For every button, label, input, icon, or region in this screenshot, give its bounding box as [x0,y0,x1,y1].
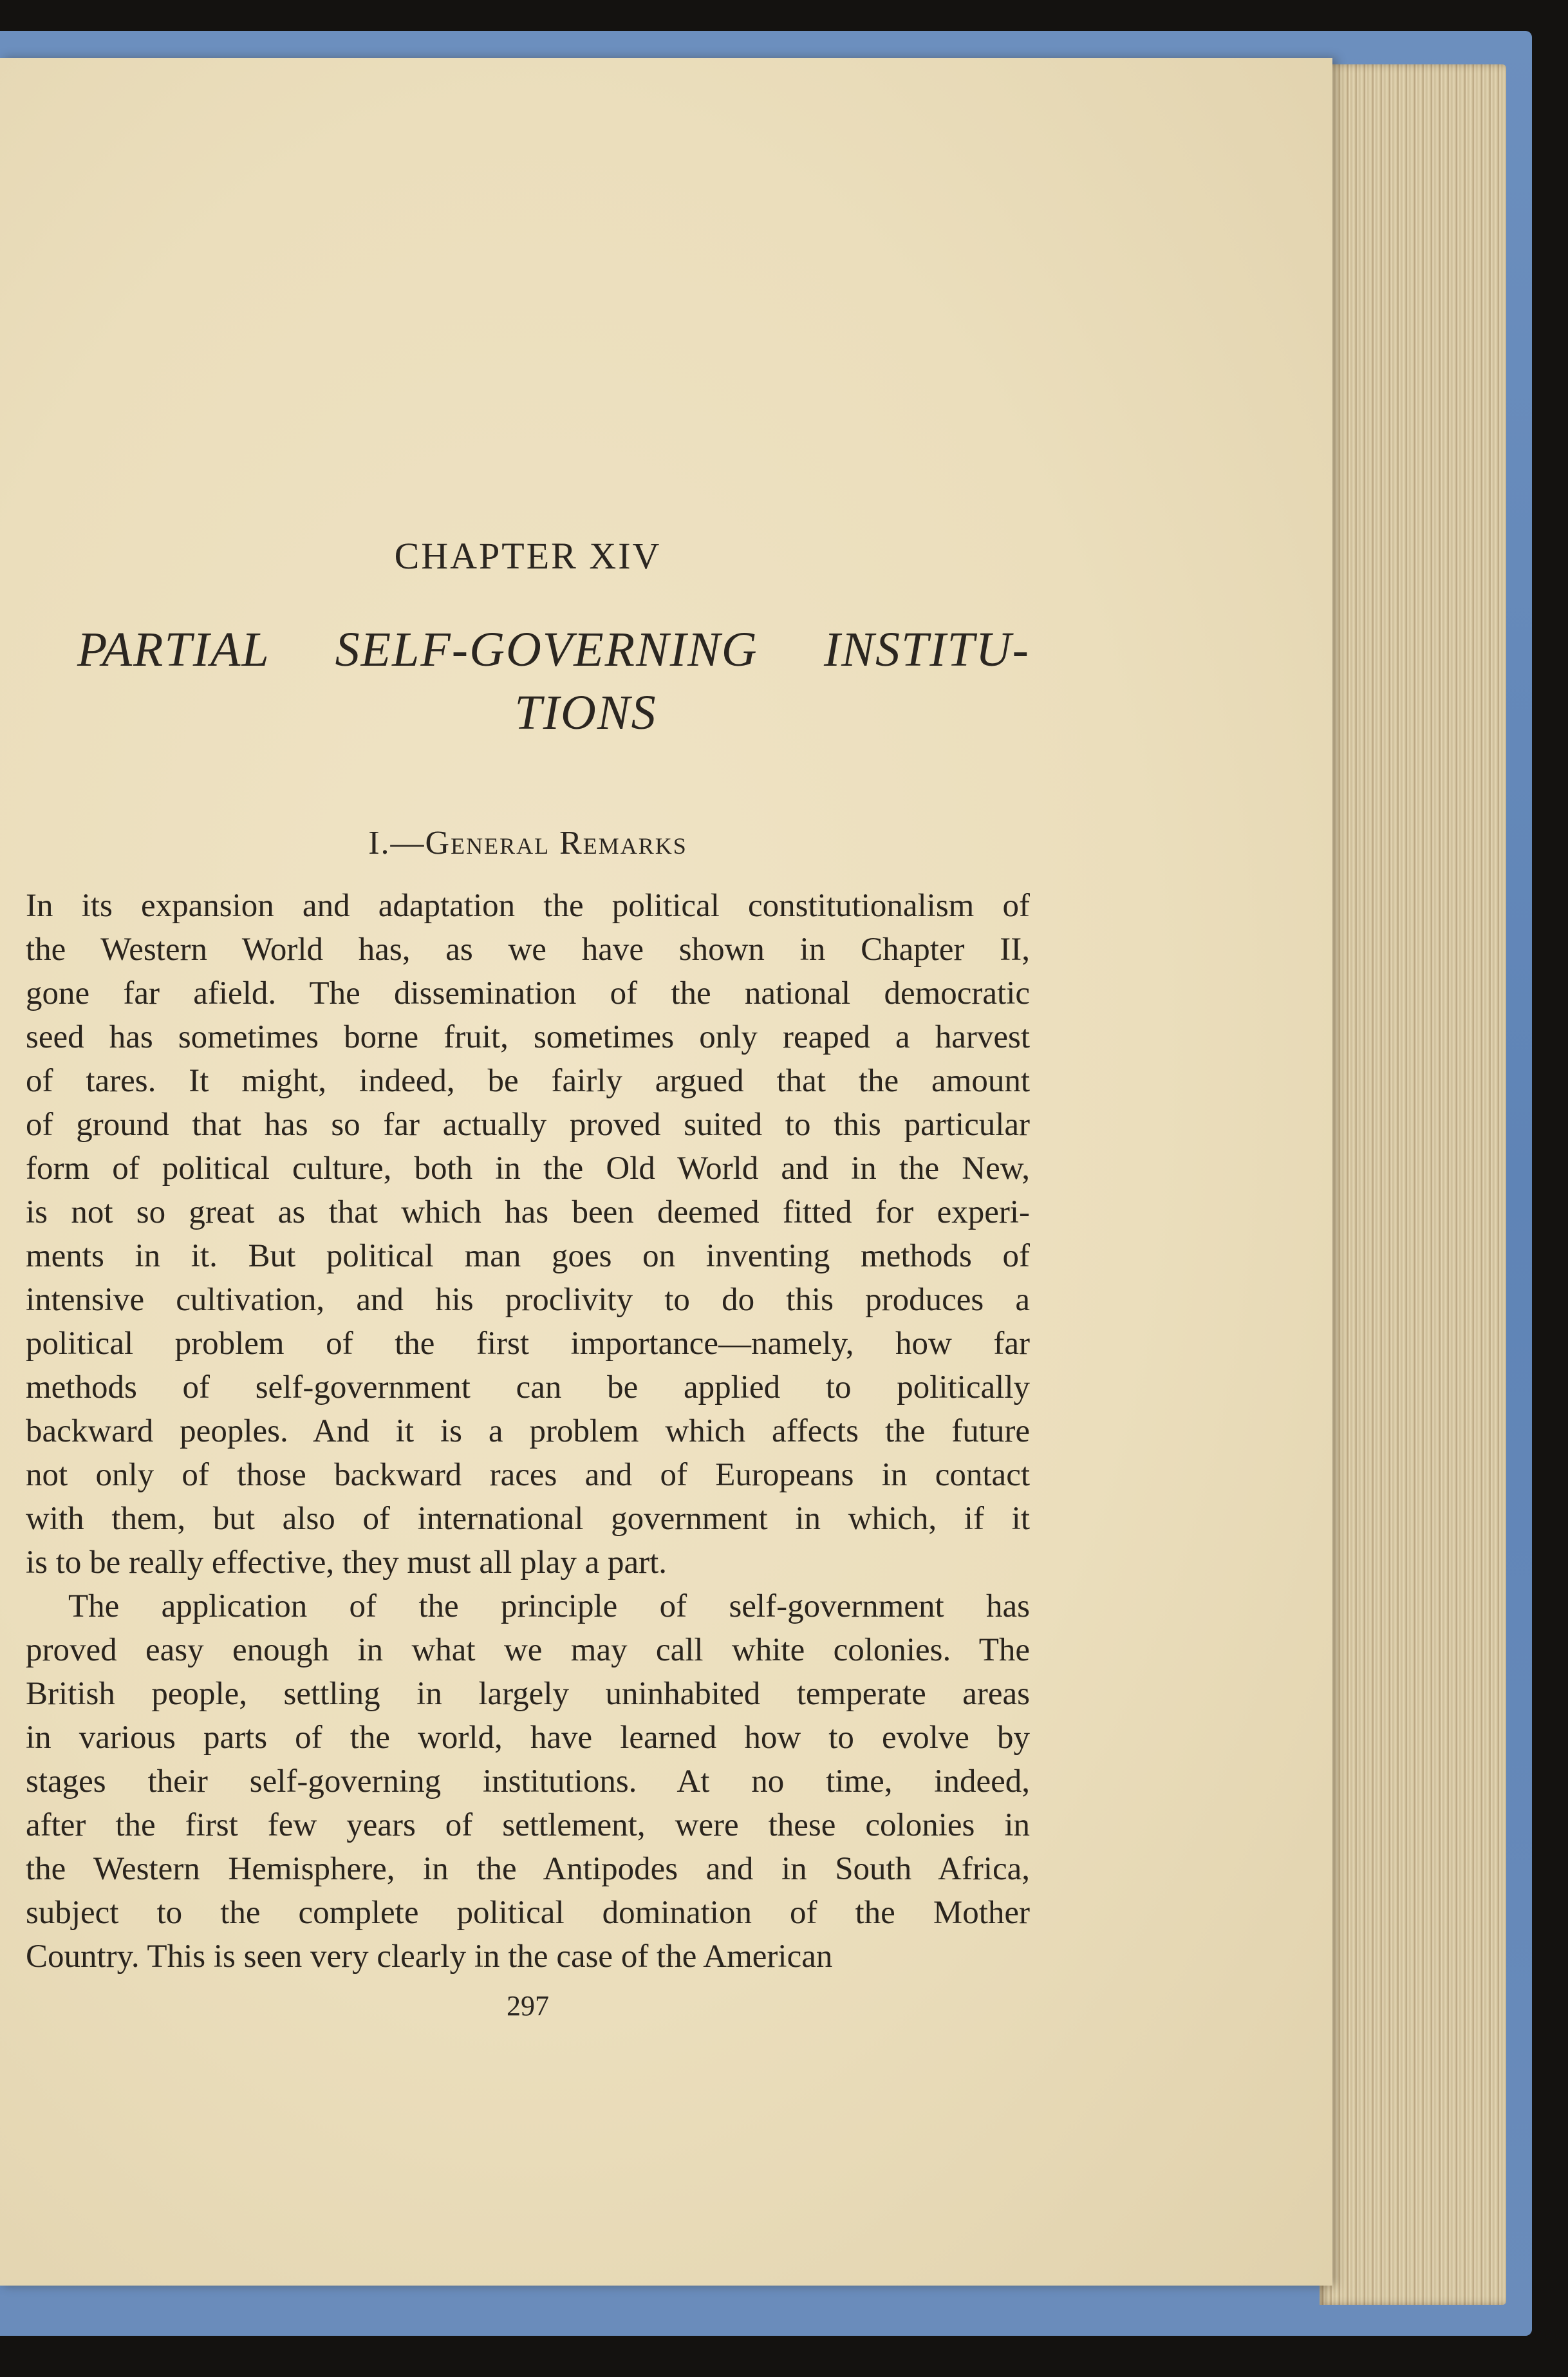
text-line: proved easy enough in what we may call white colonies. The [26,1632,1030,1668]
section-heading: I.—General Remarks [368,825,687,861]
text-line: Country. This is seen very clearly in the case of the American [26,1939,833,1975]
book-page [0,58,1332,2286]
text-line: after the first few years of settlement, were these colonies in [26,1807,1030,1843]
text-line: with them, but also of international government in which, if it [26,1501,1030,1537]
text-line: form of political culture, both in the Old World and in the New, [26,1151,1030,1187]
text-line: ments in it. But political man goes on inventing methods of [26,1238,1030,1274]
text-line: stages their self-governing institutions. At no time, indeed, [26,1763,1030,1799]
text-line: the Western Hemisphere, in the Antipodes and in South Africa, [26,1851,1030,1887]
page-content [26,58,1030,2286]
text-line: of tares. It might, indeed, be fairly argued that the amount [26,1063,1030,1099]
paragraph [26,1584,1030,1978]
text-line: of ground that has so far actually proved suited to this particular [26,1107,1030,1143]
text-line: gone far afield. The dissemination of the national democratic [26,975,1030,1011]
text-line: seed has sometimes borne fruit, sometimes only reaped a harvest [26,1019,1030,1055]
text-line: methods of self-government can be applied to politically [26,1369,1030,1405]
text-line: in various parts of the world, have learned how to evolve by [26,1720,1030,1756]
chapter-title-line-1: PARTIAL SELF-GOVERNING INSTITU- [77,623,1030,677]
chapter-title-line-2: TIONS [514,686,657,740]
body-text [26,884,1030,1978]
chapter-heading: CHAPTER XIV [394,535,662,577]
text-line: political problem of the first importance—namely, how far [26,1326,1030,1362]
chapter-title [77,618,1030,744]
page-edges [1320,64,1506,2305]
text-line: the Western World has, as we have shown in Chapter II, [26,932,1030,968]
text-line: not only of those backward races and of Europeans in contact [26,1457,1030,1493]
page-number: 297 [507,1990,549,2022]
text-line: is not so great as that which has been deemed fitted for experi- [26,1194,1030,1230]
text-line: British people, settling in largely uninhabited temperate areas [26,1676,1030,1712]
text-line: backward peoples. And it is a problem which affects the future [26,1413,1030,1449]
text-line: intensive cultivation, and his proclivity to do this produces a [26,1282,1030,1318]
text-line: is to be really effective, they must all play a part. [26,1545,667,1581]
text-line: The application of the principle of self-government has [68,1588,1030,1624]
text-line: In its expansion and adaptation the political constitutionalism of [26,888,1030,924]
text-line: subject to the complete political domination of the Mother [26,1895,1030,1931]
paragraph [26,884,1030,1584]
